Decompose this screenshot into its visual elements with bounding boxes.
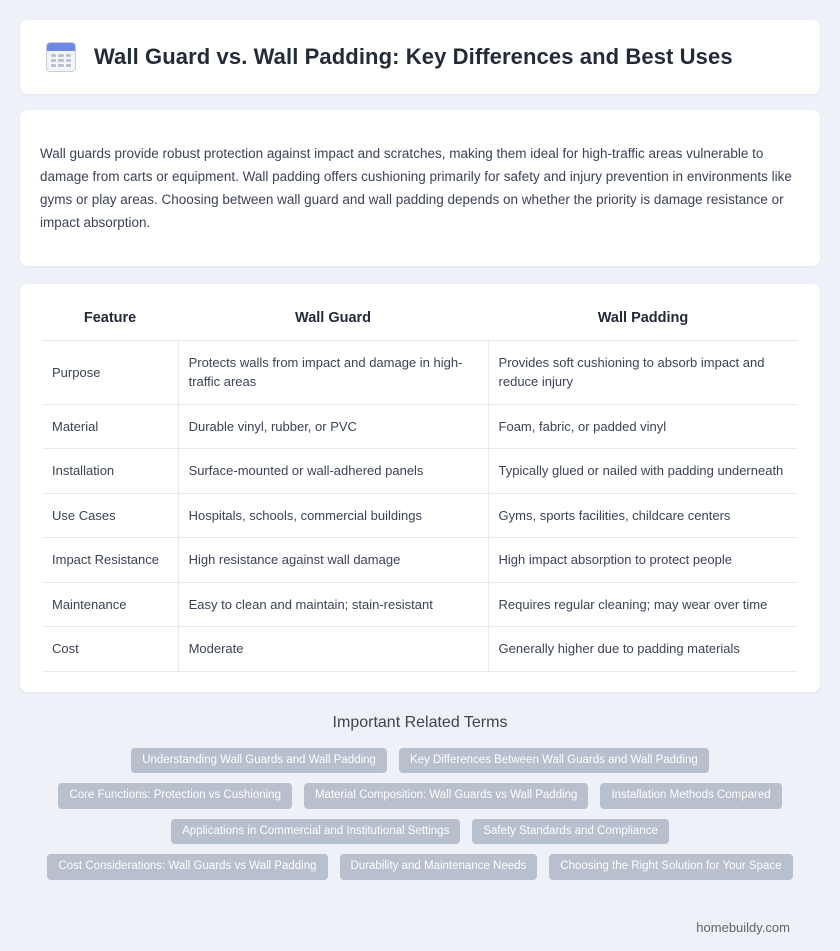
site-name: homebuildy.com (696, 919, 790, 935)
column-header-wall-guard: Wall Guard (178, 302, 488, 341)
cell-feature: Installation (42, 449, 178, 494)
cell-wall-padding: Generally higher due to padding materials (488, 627, 798, 672)
cell-wall-guard: Easy to clean and maintain; stain-resistant (178, 582, 488, 627)
related-terms-title: Important Related Terms (332, 713, 508, 731)
term-chip[interactable]: Safety Standards and Compliance (472, 819, 669, 845)
cell-feature: Cost (42, 627, 178, 672)
cell-feature: Use Cases (42, 493, 178, 538)
footer (20, 906, 820, 951)
cell-feature: Material (42, 404, 178, 449)
cell-feature: Impact Resistance (42, 538, 178, 583)
term-chip[interactable]: Durability and Maintenance Needs (340, 854, 538, 880)
term-chip[interactable]: Applications in Commercial and Institutional Settings (171, 819, 460, 845)
cell-wall-padding: Requires regular cleaning; may wear over time (488, 582, 798, 627)
cell-wall-guard: Hospitals, schools, commercial buildings (178, 493, 488, 538)
table-row (42, 627, 798, 672)
table-row (42, 493, 798, 538)
cell-wall-padding: Foam, fabric, or padded vinyl (488, 404, 798, 449)
column-header-feature: Feature (42, 302, 178, 341)
header-card (20, 20, 820, 94)
cell-wall-padding: High impact absorption to protect people (488, 538, 798, 583)
term-chip[interactable]: Material Composition: Wall Guards vs Wall Padding (304, 783, 588, 809)
term-chip[interactable]: Understanding Wall Guards and Wall Padding (131, 748, 387, 774)
term-chip[interactable]: Core Functions: Protection vs Cushioning (58, 783, 292, 809)
cell-wall-guard: Surface-mounted or wall-adhered panels (178, 449, 488, 494)
cell-wall-guard: Durable vinyl, rubber, or PVC (178, 404, 488, 449)
table-row (42, 538, 798, 583)
table-row (42, 340, 798, 404)
cell-feature: Purpose (42, 340, 178, 404)
cell-wall-padding: Typically glued or nailed with padding underneath (488, 449, 798, 494)
cell-feature: Maintenance (42, 582, 178, 627)
table-row (42, 404, 798, 449)
term-chip[interactable]: Installation Methods Compared (600, 783, 781, 809)
table-body (42, 340, 798, 671)
cell-wall-guard: Moderate (178, 627, 488, 672)
summary-text: Wall guards provide robust protection against impact and scratches, making them ideal for high-traffic areas vulnerable to damage from carts or equipment. Wall padding offers cushioning primarily for safety and injury prevention in environments like gyms or play areas. Choosing between wall guard and wall padding depends on whether the priority is damage resistance or impact absorption. (40, 145, 792, 231)
table-row (42, 449, 798, 494)
cell-wall-padding: Gyms, sports facilities, childcare centers (488, 493, 798, 538)
calendar-icon-header (47, 43, 75, 51)
calendar-icon (46, 42, 76, 72)
comparison-table (42, 302, 798, 672)
related-terms-list (30, 748, 810, 880)
calendar-icon-grid (51, 54, 71, 67)
term-chip[interactable]: Cost Considerations: Wall Guards vs Wall Padding (47, 854, 327, 880)
page-title: Wall Guard vs. Wall Padding: Key Differences and Best Uses (94, 43, 733, 69)
cell-wall-padding: Provides soft cushioning to absorb impact and reduce injury (488, 340, 798, 404)
table-header-row (42, 302, 798, 341)
related-terms-section (20, 714, 820, 880)
column-header-wall-padding: Wall Padding (488, 302, 798, 341)
cell-wall-guard: Protects walls from impact and damage in high-traffic areas (178, 340, 488, 404)
cell-wall-guard: High resistance against wall damage (178, 538, 488, 583)
table-row (42, 582, 798, 627)
comparison-table-card (20, 284, 820, 692)
term-chip[interactable]: Choosing the Right Solution for Your Space (549, 854, 792, 880)
table-head (42, 302, 798, 341)
term-chip[interactable]: Key Differences Between Wall Guards and Wall Padding (399, 748, 709, 774)
summary-card (20, 110, 820, 266)
